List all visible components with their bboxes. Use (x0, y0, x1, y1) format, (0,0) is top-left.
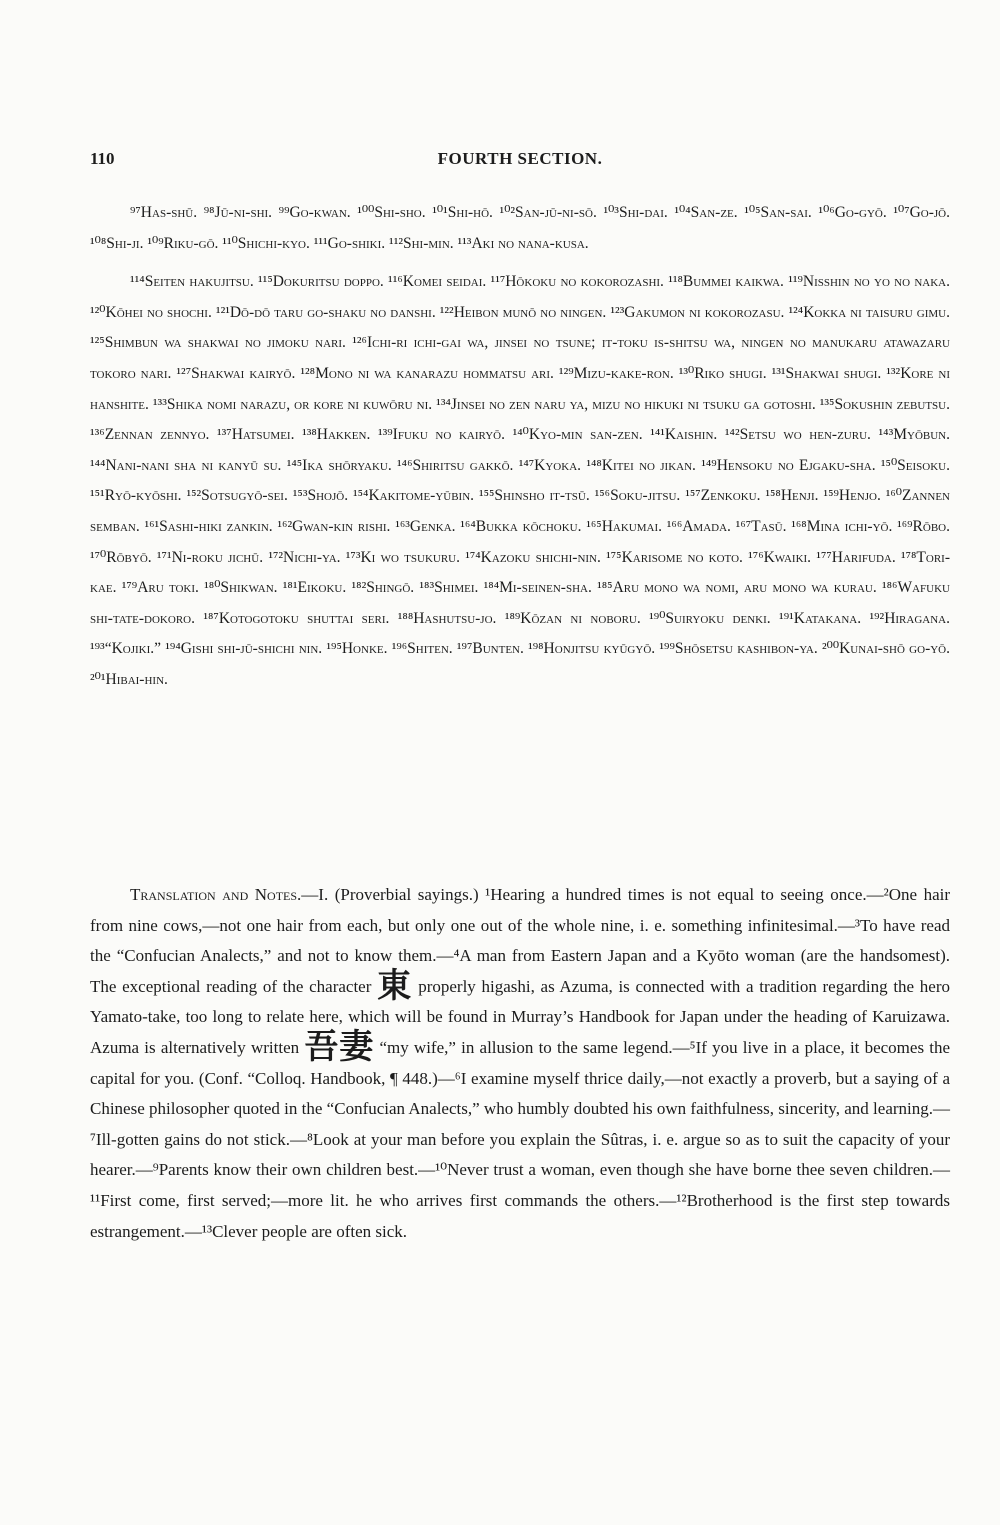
translation-notes (90, 880, 950, 1247)
vocab-paragraph-2: ¹¹⁴Seiten hakujitsu. ¹¹⁵Dokuritsu doppo. ¹¹⁶Komei seidai. ¹¹⁷Hōkoku no kokorozashi. ¹¹⁸Bummei kaikwa. ¹¹⁹Nisshin no yo no naka. ¹²⁰Kōhei no shochi. ¹²¹Dō-dō taru go-shaku no danshi. ¹²²Heibon munō no ningen. ¹²³Gakumon ni kokorozasu. ¹²⁴Kokka ni taisuru gimu. ¹²⁵Shimbun wa shakwai no jimoku nari. ¹²⁶Ichi-ri ichi-gai wa, jinsei no tsune; it-toku is-shitsu wa, ningen no manukaru atawazaru tokoro nari. ¹²⁷Shakwai kairyō. ¹²⁸Mono ni wa kanarazu hommatsu ari. ¹²⁹Mizu-kake-ron. ¹³⁰Riko shugi. ¹³¹Shakwai shugi. ¹³²Kore ni hanshite. ¹³³Shika nomi narazu, or kore ni kuwōru ni. ¹³⁴Jinsei no zen naru ya, mizu no hikuki ni tsuku ga gotoshi. ¹³⁵Sokushin zebutsu. ¹³⁶Zennan zennyo. ¹³⁷Hatsumei. ¹³⁸Hakken. ¹³⁹Ifuku no kairyō. ¹⁴⁰Kyo-min san-zen. ¹⁴¹Kaishin. ¹⁴²Setsu wo hen-zuru. ¹⁴³Myōbun. ¹⁴⁴Nani-nani sha ni kanyū su. ¹⁴⁵Ika shōryaku. ¹⁴⁶Shiritsu gakkō. ¹⁴⁷Kyoka. ¹⁴⁸Kitei no jikan. ¹⁴⁹Hensoku no Ejgaku-sha. ¹⁵⁰Seisoku. ¹⁵¹Ryō-kyōshi. ¹⁵²Sotsugyō-sei. ¹⁵³Shojō. ¹⁵⁴Kakitome-yūbin. ¹⁵⁵Shinsho it-tsū. ¹⁵⁶Soku-jitsu. ¹⁵⁷Zenkoku. ¹⁵⁸Henji. ¹⁵⁹Henjo. ¹⁶⁰Zannen semban. ¹⁶¹Sashi-hiki zankin. ¹⁶²Gwan-kin rishi. ¹⁶³Genka. ¹⁶⁴Bukka kōchoku. ¹⁶⁵Hakumai. ¹⁶⁶Amada. ¹⁶⁷Tasū. ¹⁶⁸Mina ichi-yō. ¹⁶⁹Rōbo. ¹⁷⁰Rōbyō. ¹⁷¹Ni-roku jichū. ¹⁷²Nichi-ya. ¹⁷³Ki wo tsukuru. ¹⁷⁴Kazoku shichi-nin. ¹⁷⁵Karisome no koto. ¹⁷⁶Kwaiki. ¹⁷⁷Harifuda. ¹⁷⁸Tori-kae. ¹⁷⁹Aru toki. ¹⁸⁰Shikwan. ¹⁸¹Eikoku. ¹⁸²Shingō. ¹⁸³Shimei. ¹⁸⁴Mi-seinen-sha. ¹⁸⁵Aru mono wa nomi, aru mono wa kurau. ¹⁸⁶Wafuku shi-tate-dokoro. ¹⁸⁷Kotogotoku shuttai seri. ¹⁸⁸Hashutsu-jo. ¹⁸⁹Kōzan ni noboru. ¹⁹⁰Suiryoku denki. ¹⁹¹Katakana. ¹⁹²Hiragana. ¹⁹³“Kojiki.” ¹⁹⁴Gishi shi-jū-shichi nin. ¹⁹⁵Honke. ¹⁹⁶Shiten. ¹⁹⁷Bunten. ¹⁹⁸Honjitsu kyūgyō. ¹⁹⁹Shōsetsu kashibon-ya. ²⁰⁰Kunai-shō go-yō. ²⁰¹Hibai-hin. (90, 273, 950, 688)
vocabulary-list (90, 198, 950, 696)
kanji-my-wife: 吾妻 (304, 1026, 375, 1067)
notes-text-a: —I. (Proverbial sayings.) ¹Hearing a hundred times is not equal to seeing once.—²One hair from nine cows,—not one hair from each, but only one out of the whole nine, i. e. something infinitesimal.—³To have read the “Confucian Analects,” and not to know them.—⁴A man from Eastern Japan and a Kyōto woman (are the handsomest). The exceptional reading of the character (90, 885, 951, 996)
kanji-east: 東 (377, 965, 413, 1006)
page-header (90, 149, 950, 173)
notes-paragraph (90, 880, 950, 1247)
vocab-paragraph-1: ⁹⁷Has-shū. ⁹⁸Jū-ni-shi. ⁹⁹Go-kwan. ¹⁰⁰Shi-sho. ¹⁰¹Shi-hō. ¹⁰²San-jū-ni-sō. ¹⁰³Shi-dai. ¹⁰⁴San-ze. ¹⁰⁵San-sai. ¹⁰⁶Go-gyō. ¹⁰⁷Go-jō. ¹⁰⁸Shi-ji. ¹⁰⁹Riku-gō. ¹¹⁰Shichi-kyo. ¹¹¹Go-shiki. ¹¹²Shi-min. ¹¹³Aki no nana-kusa. (90, 204, 950, 252)
notes-text-b: properly higashi, as Azuma, is connected with a tradition regarding the hero Yamato-take, too long to relate here, which will be found in Murray’s Handbook for Japan under the heading of Karuizawa. Azuma is alternatively written (90, 976, 950, 1057)
page-number: 110 (90, 149, 115, 168)
notes-lead: Translation and Notes. (130, 885, 302, 904)
running-head: FOURTH SECTION. (437, 149, 603, 168)
notes-text-c: “my wife,” in allusion to the same legend.—⁵If you live in a place, it becomes the capital for you. (Conf. “Colloq. Handbook, ¶ 448.)—⁶I examine myself thrice daily,—not exactly a proverb, but a saying of a Chinese philosopher quoted in the “Confucian Analects,” who humbly doubted his own faithfulness, sincerity, and learning.—⁷Ill-gotten gains do not stick.—⁸Look at your man before you explain the Sûtras, i. e. argue so as to suit the capacity of your hearer.—⁹Parents know their own children best.—¹⁰Never trust a woman, even though she have borne thee seven children.—¹¹First come, first served;—more lit. he who arrives first commands the others.—¹²Brotherhood is the first step towards estrangement.—¹³Clever people are often sick. (90, 1037, 951, 1241)
